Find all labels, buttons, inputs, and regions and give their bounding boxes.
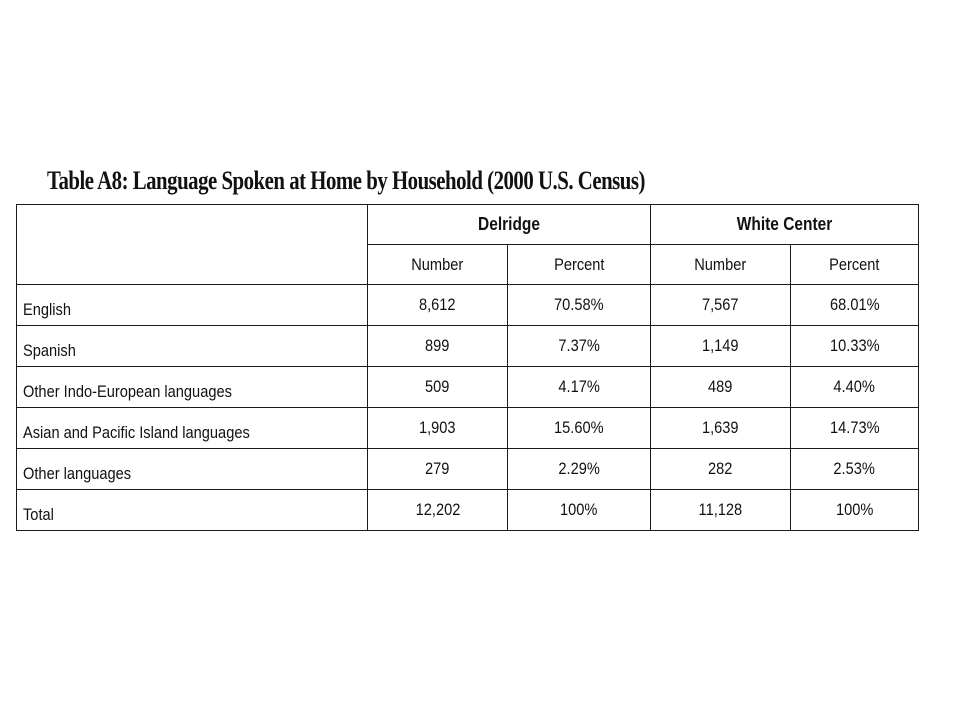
table-cell: 68.01% [791,285,919,326]
table-row [17,449,919,490]
table-row [17,367,919,408]
table-cell: 1,639 [651,408,791,449]
row-label: Other Indo-European languages [17,367,368,408]
table-cell: 11,128 [651,490,791,531]
subheader-delridge-percent: Percent [508,245,651,285]
table-cell: 10.33% [791,326,919,367]
table-cell: 1,903 [368,408,508,449]
row-label: English [17,285,368,326]
subheader-delridge-number: Number [368,245,508,285]
table-cell: 12,202 [368,490,508,531]
table-title: Table A8: Language Spoken at Home by Household (2000 U.S. Census) [47,166,645,195]
table-cell: 15.60% [508,408,651,449]
table-cell: 1,149 [651,326,791,367]
row-label: Spanish [17,326,368,367]
table-cell: 8,612 [368,285,508,326]
table-cell: 70.58% [508,285,651,326]
table-row-total [17,490,919,531]
group-header-white-center: White Center [651,205,919,245]
subheader-white-center-percent: Percent [791,245,919,285]
subheader-white-center-number: Number [651,245,791,285]
table-cell: 279 [368,449,508,490]
table-cell: 7,567 [651,285,791,326]
table-cell: 2.53% [791,449,919,490]
table-cell: 7.37% [508,326,651,367]
corner-cell [17,205,368,285]
table-cell: 14.73% [791,408,919,449]
table-cell: 100% [508,490,651,531]
table-cell: 899 [368,326,508,367]
table-cell: 509 [368,367,508,408]
table-cell: 4.17% [508,367,651,408]
row-label: Asian and Pacific Island languages [17,408,368,449]
table-cell: 2.29% [508,449,651,490]
table-row [17,326,919,367]
table-cell: 4.40% [791,367,919,408]
table-cell: 282 [651,449,791,490]
language-table [16,204,919,531]
table-row [17,408,919,449]
group-header-delridge: Delridge [368,205,651,245]
group-header-row [17,205,919,245]
table-cell: 489 [651,367,791,408]
row-label: Total [17,490,368,531]
table-row [17,285,919,326]
row-label: Other languages [17,449,368,490]
table-cell: 100% [791,490,919,531]
